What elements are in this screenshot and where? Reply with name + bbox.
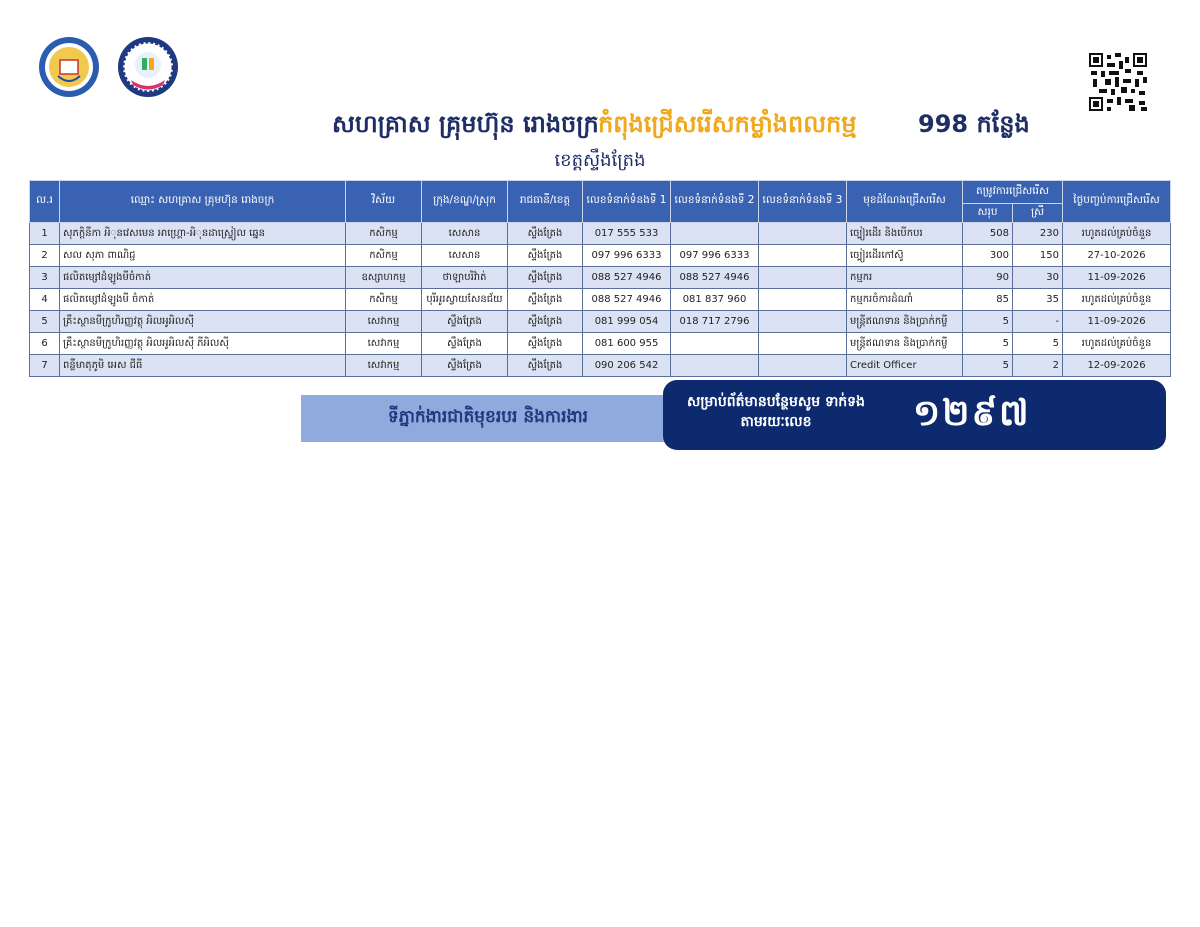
cell-province: ស្ទឹងត្រែង (508, 333, 583, 355)
cell-phone3 (759, 333, 847, 355)
cell-total: 508 (963, 223, 1013, 245)
cell-sector: សេវាកម្ម (346, 355, 422, 377)
cell-name: ពន្លឺមាតុភូមិ អេស ជីធី (60, 355, 346, 377)
cell-phone3 (759, 289, 847, 311)
nea-gear-logo (117, 36, 179, 98)
province-subtitle: ខេត្តស្ទឹងត្រែង (554, 150, 646, 171)
cell-no: 1 (30, 223, 60, 245)
cell-phone1[interactable]: 017 555 533 (583, 223, 671, 245)
cell-deadline: រហូតដល់គ្រប់ចំនួន (1063, 223, 1171, 245)
cell-sector: កសិកម្ម (346, 223, 422, 245)
col-header-name: ឈ្មោះ សហគ្រាស គ្រុមហ៊ុន រោងចក្រ (60, 181, 346, 223)
cell-female: 150 (1013, 245, 1063, 267)
cell-deadline: 11-09-2026 (1063, 311, 1171, 333)
cell-sector: កសិកម្ម (346, 245, 422, 267)
cell-no: 4 (30, 289, 60, 311)
cell-phone1[interactable]: 081 999 054 (583, 311, 671, 333)
cell-female: 5 (1013, 333, 1063, 355)
title-count: 998 កន្លែង (918, 110, 1030, 138)
cell-district: ស្ទឹងត្រែង (422, 333, 508, 355)
cell-phone2[interactable]: 018 717 2796 (671, 311, 759, 333)
hotline-banner (663, 380, 1166, 450)
cell-name: គ្រឹះស្ថានមីក្រូហិរញ្ញវត្ថុ អិលអូអិលស៊ី ភីអិលស៊ី (60, 333, 346, 355)
cell-name: ផលិតម្សៅដំឡូងមី ចំកាត់ (60, 289, 346, 311)
cell-deadline: 27-10-2026 (1063, 245, 1171, 267)
cell-position: មន្ត្រីឥណទាន និងប្រាក់កម្ចី (847, 333, 963, 355)
col-header-sector: វិស័យ (346, 181, 422, 223)
cell-deadline: 11-09-2026 (1063, 267, 1171, 289)
col-header-phone3: លេខទំនាក់ទំនងទី 3 (759, 181, 847, 223)
col-header-need: តម្រូវការជ្រើសរើស (963, 181, 1063, 204)
cell-no: 2 (30, 245, 60, 267)
cell-phone1[interactable]: 088 527 4946 (583, 267, 671, 289)
hotline-text: សម្រាប់ព័ត៌មានបន្ថែមសូម ទាក់ទងតាមរយៈលេខ (687, 394, 865, 430)
cell-phone2 (671, 333, 759, 355)
cell-phone1[interactable]: 081 600 955 (583, 333, 671, 355)
cell-phone2[interactable]: 097 996 6333 (671, 245, 759, 267)
cell-province: ស្ទឹងត្រែង (508, 245, 583, 267)
cell-no: 6 (30, 333, 60, 355)
cell-province: ស្ទឹងត្រែង (508, 267, 583, 289)
cell-phone2[interactable]: 081 837 960 (671, 289, 759, 311)
cell-total: 90 (963, 267, 1013, 289)
table-row (30, 355, 1171, 377)
cell-sector: កសិកម្ម (346, 289, 422, 311)
cell-province: ស្ទឹងត្រែង (508, 289, 583, 311)
col-header-female: ស្រី (1013, 204, 1063, 223)
table-row (30, 289, 1171, 311)
title-recruiting: កំពុងជ្រើសរើសកម្លាំងពលកម្ម (598, 110, 857, 138)
cell-district: ស្ទឹងត្រែង (422, 355, 508, 377)
cell-position: កម្មករ (847, 267, 963, 289)
cell-phone3 (759, 223, 847, 245)
cell-phone3 (759, 355, 847, 377)
cell-phone2 (671, 355, 759, 377)
col-header-district: ក្រុង/ខណ្ឌ/ស្រុក (422, 181, 508, 223)
cell-deadline: រហូតដល់គ្រប់ចំនួន (1063, 333, 1171, 355)
cell-phone1[interactable]: 090 206 542 (583, 355, 671, 377)
cell-sector: សេវាកម្ម (346, 311, 422, 333)
table-row (30, 311, 1171, 333)
cell-no: 5 (30, 311, 60, 333)
cell-phone2[interactable]: 088 527 4946 (671, 267, 759, 289)
cell-no: 3 (30, 267, 60, 289)
cell-total: 5 (963, 333, 1013, 355)
cell-province: ស្ទឹងត្រែង (508, 355, 583, 377)
cell-deadline: រហូតដល់គ្រប់ចំនួន (1063, 289, 1171, 311)
table-row (30, 267, 1171, 289)
qr-code[interactable] (1089, 53, 1147, 111)
cell-female: 2 (1013, 355, 1063, 377)
table-row (30, 223, 1171, 245)
col-header-position: មុខដំណែងជ្រើសរើស (847, 181, 963, 223)
cell-province: ស្ទឹងត្រែង (508, 311, 583, 333)
cell-sector: សេវាកម្ម (346, 333, 422, 355)
cell-total: 5 (963, 355, 1013, 377)
cell-name: ផលិតម្សៅដំឡូងមីចំកាត់ (60, 267, 346, 289)
ministry-seal-logo (38, 36, 100, 98)
cell-phone1[interactable]: 088 527 4946 (583, 289, 671, 311)
title-org: សហគ្រាស គ្រុមហ៊ុន រោងចក្រ (332, 110, 599, 138)
col-header-phone1: លេខទំនាក់ទំនងទី 1 (583, 181, 671, 223)
cell-name: គ្រឹះស្ថានមីក្រូហិរញ្ញវត្ថុ អិលអូអិលស៊ី (60, 311, 346, 333)
cell-position: Credit Officer (847, 355, 963, 377)
cell-district: សេសាន (422, 245, 508, 267)
col-header-no: ល.រ (30, 181, 60, 223)
cell-deadline: 12-09-2026 (1063, 355, 1171, 377)
cell-phone1[interactable]: 097 996 6333 (583, 245, 671, 267)
cell-sector: ឧស្សាហកម្ម (346, 267, 422, 289)
table-body (30, 223, 1171, 377)
cell-female: - (1013, 311, 1063, 333)
cell-position: មន្ត្រីឥណទាន និងប្រាក់កម្ចី (847, 311, 963, 333)
cell-district: សេសាន (422, 223, 508, 245)
table-row (30, 245, 1171, 267)
cell-no: 7 (30, 355, 60, 377)
cell-district: ស្ទឹងត្រែង (422, 311, 508, 333)
cell-name: សល សុភា ពាណិជ្ជ (60, 245, 346, 267)
cell-total: 5 (963, 311, 1013, 333)
jobs-table (29, 180, 1171, 377)
cell-position: ច្បៀរដើរកៅស៊ូ (847, 245, 963, 267)
page-title (0, 104, 1200, 144)
cell-female: 30 (1013, 267, 1063, 289)
cell-province: ស្ទឹងត្រែង (508, 223, 583, 245)
col-header-phone2: លេខទំនាក់ទំនងទី 2 (671, 181, 759, 223)
cell-phone3 (759, 245, 847, 267)
cell-name: សុភក្តិនីកា អិុនវេសមេន អាហ្គ្រោ-អិុនដាស្ទ្រៀល ឆ្នេន (60, 223, 346, 245)
cell-phone3 (759, 267, 847, 289)
cell-total: 300 (963, 245, 1013, 267)
col-header-deadline: ថ្ងៃបញ្ចប់ការជ្រើសរើស (1063, 181, 1171, 223)
cell-female: 35 (1013, 289, 1063, 311)
table-row (30, 333, 1171, 355)
col-header-province: រាជធានី/ខេត្ត (508, 181, 583, 223)
cell-female: 230 (1013, 223, 1063, 245)
cell-district: បុរីអូរស្វាយសែនជ័យ (422, 289, 508, 311)
table-header-row (30, 181, 1171, 204)
cell-phone2 (671, 223, 759, 245)
cell-position: កម្មករចំការដំណាំ (847, 289, 963, 311)
col-header-total: សរុប (963, 204, 1013, 223)
cell-total: 85 (963, 289, 1013, 311)
agency-banner: ទីភ្នាក់ងារជាតិមុខរបរ និងការងារ (301, 395, 675, 442)
cell-position: ច្បៀរដើរ និងបើកបរ (847, 223, 963, 245)
cell-phone3 (759, 311, 847, 333)
cell-district: ថាឡាបរិវ៉ាត់ (422, 267, 508, 289)
hotline-number[interactable]: ១២៩៧ (913, 393, 1031, 434)
